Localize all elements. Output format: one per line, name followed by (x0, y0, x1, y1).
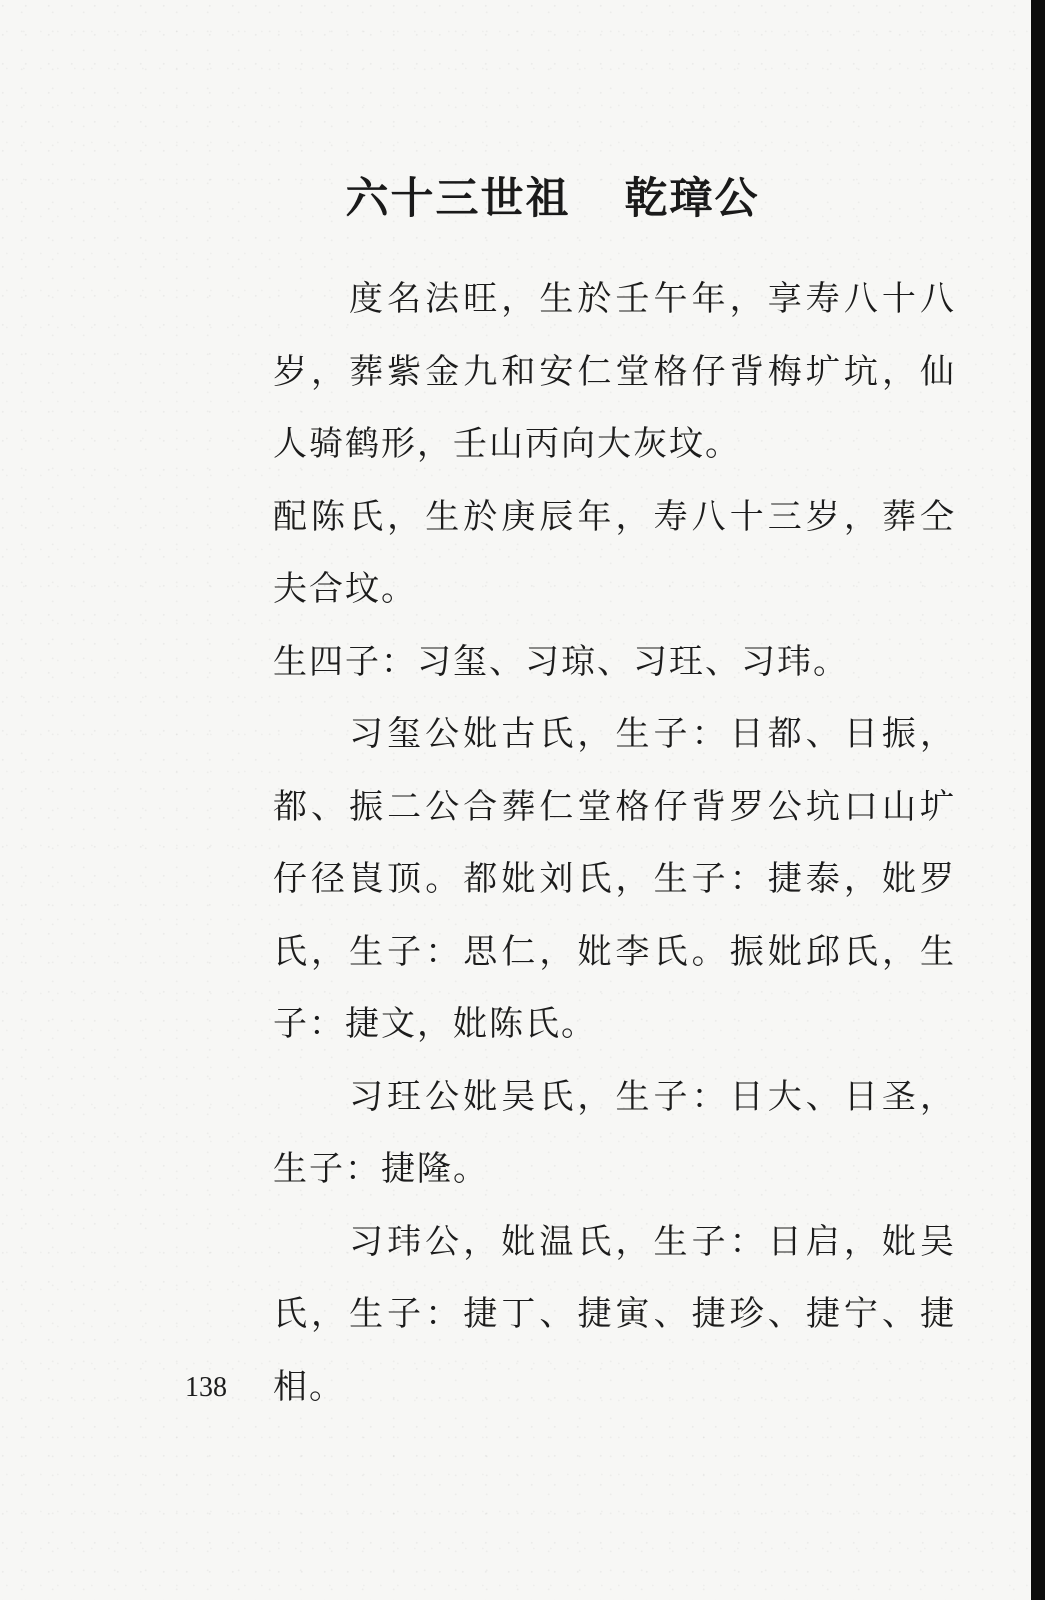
paragraph-spouse: 配陈氏，生於庚辰年，寿八十三岁，葬仝夫合坟。 (273, 496, 956, 609)
paragraph-biography: 度名法旺，生於壬午年，享寿八十八岁，葬紫金九和安仁堂格仔背梅圹坑，仙人骑鹤形，壬山丙向大灰坟。 (273, 279, 956, 464)
title-generation: 六十三世祖 (345, 174, 571, 224)
paragraph-sons: 生四子：习玺、习琼、习玨、习玮。 (273, 641, 849, 682)
scan-edge-border (1031, 0, 1045, 1600)
paragraph-son-xiwei: 习玮公，妣温氏，生子：日启，妣吴氏，生子：捷丁、捷寅、捷珍、捷宁、捷相。 (273, 1221, 956, 1407)
paragraph-son-xixi: 习玺公妣古氏，生子：日都、日振，都、振二公合葬仁堂格仔背罗公坑口山圹仔径崀顶。都妣刘氏，生子：捷泰，妣罗氏，生子：思仁，妣李氏。振妣邱氏，生子：捷文，妣陈氏。 (273, 714, 956, 1044)
page-title (0, 168, 1045, 230)
page-number: 138 (185, 1372, 227, 1403)
paragraph-son-xijue: 习玨公妣吴氏，生子：日大、日圣，生子：捷隆。 (273, 1076, 956, 1189)
title-ancestor-name: 乾璋公 (624, 174, 760, 224)
genealogy-text (273, 263, 956, 1423)
